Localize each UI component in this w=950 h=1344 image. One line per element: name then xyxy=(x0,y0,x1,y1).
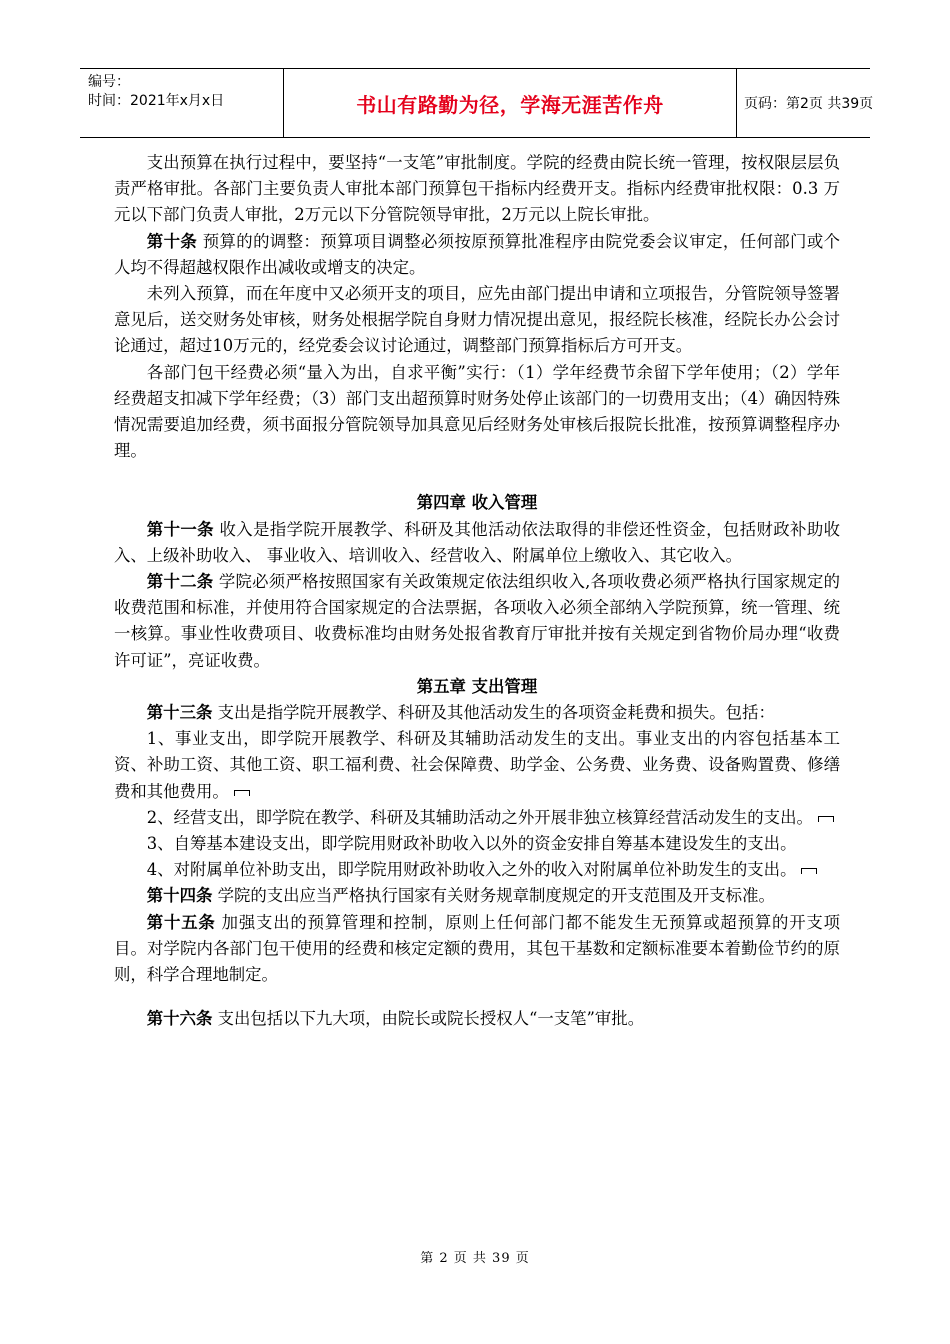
chapter-heading: 第四章 收入管理 xyxy=(416,493,538,513)
article-title: 第十一条 xyxy=(146,519,214,539)
article-title: 第十六条 xyxy=(146,1009,213,1029)
document-number-label: 编号： xyxy=(88,74,130,90)
header-info-cell xyxy=(80,69,284,137)
header-motto: 书山有路勤为径，学海无涯苦作舟 xyxy=(284,69,737,137)
article-text: 加强支出的预算管理和控制，原则上任何部门都不能发生无预算或超预算的开支项目。对学院内各部门包干使用的经费和核定定额的费用，其包干基数和定额标准要本着勤俭节约的原则，科学合理地制定。 xyxy=(114,912,841,985)
article-title: 第十四条 xyxy=(146,886,213,906)
article-text: 支出是指学院开展教学、科研及其他活动发生的各项资金耗费和损失。包括： xyxy=(212,703,775,723)
page-footer: 第 2 页 共 39 页 xyxy=(420,1251,530,1266)
paragraph-mark-icon xyxy=(818,816,834,822)
article-text: 学院的支出应当严格执行国家有关财务规章制度规定的开支范围及开支标准。 xyxy=(212,886,775,906)
paragraph-mark-icon xyxy=(801,868,817,874)
list-item xyxy=(114,857,840,883)
document-header xyxy=(80,68,874,138)
list-item xyxy=(114,726,840,805)
chapter-heading: 第五章 支出管理 xyxy=(416,676,538,696)
article-14 xyxy=(114,883,840,909)
article-10 xyxy=(114,229,840,281)
article-15 xyxy=(114,910,840,989)
paragraph: 支出预算在执行过程中，要坚持“一支笔”审批制度。学院的经费由院长统一管理，按权限层层负责严格审批。各部门主要负责人审批本部门预算包干指标内经费开支。指标内经费审批权限：0.3 万元以下部门负责人审批，2万元以下分管院领导审批，2万元以上院长审批。 xyxy=(114,153,840,225)
article-title: 第十条 xyxy=(146,231,198,251)
article-16 xyxy=(114,1006,840,1032)
paragraph: 各部门包干经费必须“量入为出，自求平衡”实行：（1）学年经费节余留下学年使用；（2）学年经费超支扣减下学年经费；（3）部门支出超预算时财务处停止该部门的一切费用支出；（4）确因特殊情况需要追加经费，须书面报分管院领导加具意见后经财务处审核后报院长批准，按预算调整程序办理。 xyxy=(114,362,840,461)
header-page-number: 页码：第2页 共39页 xyxy=(744,96,874,112)
document-time-label: 时间：2021年x月x日 xyxy=(88,93,225,109)
article-text: 预算的的调整：预算项目调整必须按原预算批准程序由院党委会议审定，任何部门或个人均不得超越权限作出减收或增支的决定。 xyxy=(114,231,840,277)
list-item-text: 1、事业支出，即学院开展教学、科研及其辅助活动发生的支出。事业支出的内容包括基本工资、补助工资、其他工资、职工福利费、社会保障费、助学金、公务费、业务费、设备购置费、修缮费和其他费用。 xyxy=(114,729,840,801)
article-title: 第十二条 xyxy=(146,572,214,592)
article-title: 第十五条 xyxy=(146,912,216,932)
list-item xyxy=(114,805,840,831)
article-12 xyxy=(114,569,840,674)
article-text: 支出包括以下九大项，由院长或院长授权人“一支笔”审批。 xyxy=(212,1009,645,1029)
document-body xyxy=(114,150,840,1033)
list-item-text: 4、对附属单位补助支出，即学院用财政补助收入之外的收入对附属单位补助发生的支出。 xyxy=(146,860,797,880)
paragraph: 未列入预算，而在年度中又必须开支的项目，应先由部门提出申请和立项报告，分管院领导签署意见后，送交财务处审核，财务处根据学院自身财力情况提出意见，报经院长核准，经院长办公会讨论通过，超过10万元的，经党委会议讨论通过，调整部门预算指标后方可开支。 xyxy=(114,284,840,356)
article-11 xyxy=(114,517,840,569)
list-item: 3、自筹基本建设支出，即学院用财政补助收入以外的资金安排自筹基本建设发生的支出。 xyxy=(146,834,797,854)
article-text: 学院必须严格按照国家有关政策规定依法组织收入,各项收费必须严格执行国家规定的收费范围和标准，并使用符合国家规定的合法票据，各项收入必须全部纳入学院预算，统一管理、统一核算。事业性收费项目、收费标准均由财务处报省教育厅审批并按有关规定到省物价局办理“收费许可证”，亮证收费。 xyxy=(114,572,841,670)
paragraph-mark-icon xyxy=(234,790,250,796)
article-13 xyxy=(114,700,840,726)
article-title: 第十三条 xyxy=(146,703,213,723)
list-item-text: 2、经营支出，即学院在教学、科研及其辅助活动之外开展非独立核算经营活动发生的支出。 xyxy=(146,807,813,827)
article-text: 收入是指学院开展教学、科研及其他活动依法取得的非偿还性资金，包括财政补助收入、上级补助收入、 事业收入、培训收入、经营收入、附属单位上缴收入、其它收入。 xyxy=(114,519,840,565)
